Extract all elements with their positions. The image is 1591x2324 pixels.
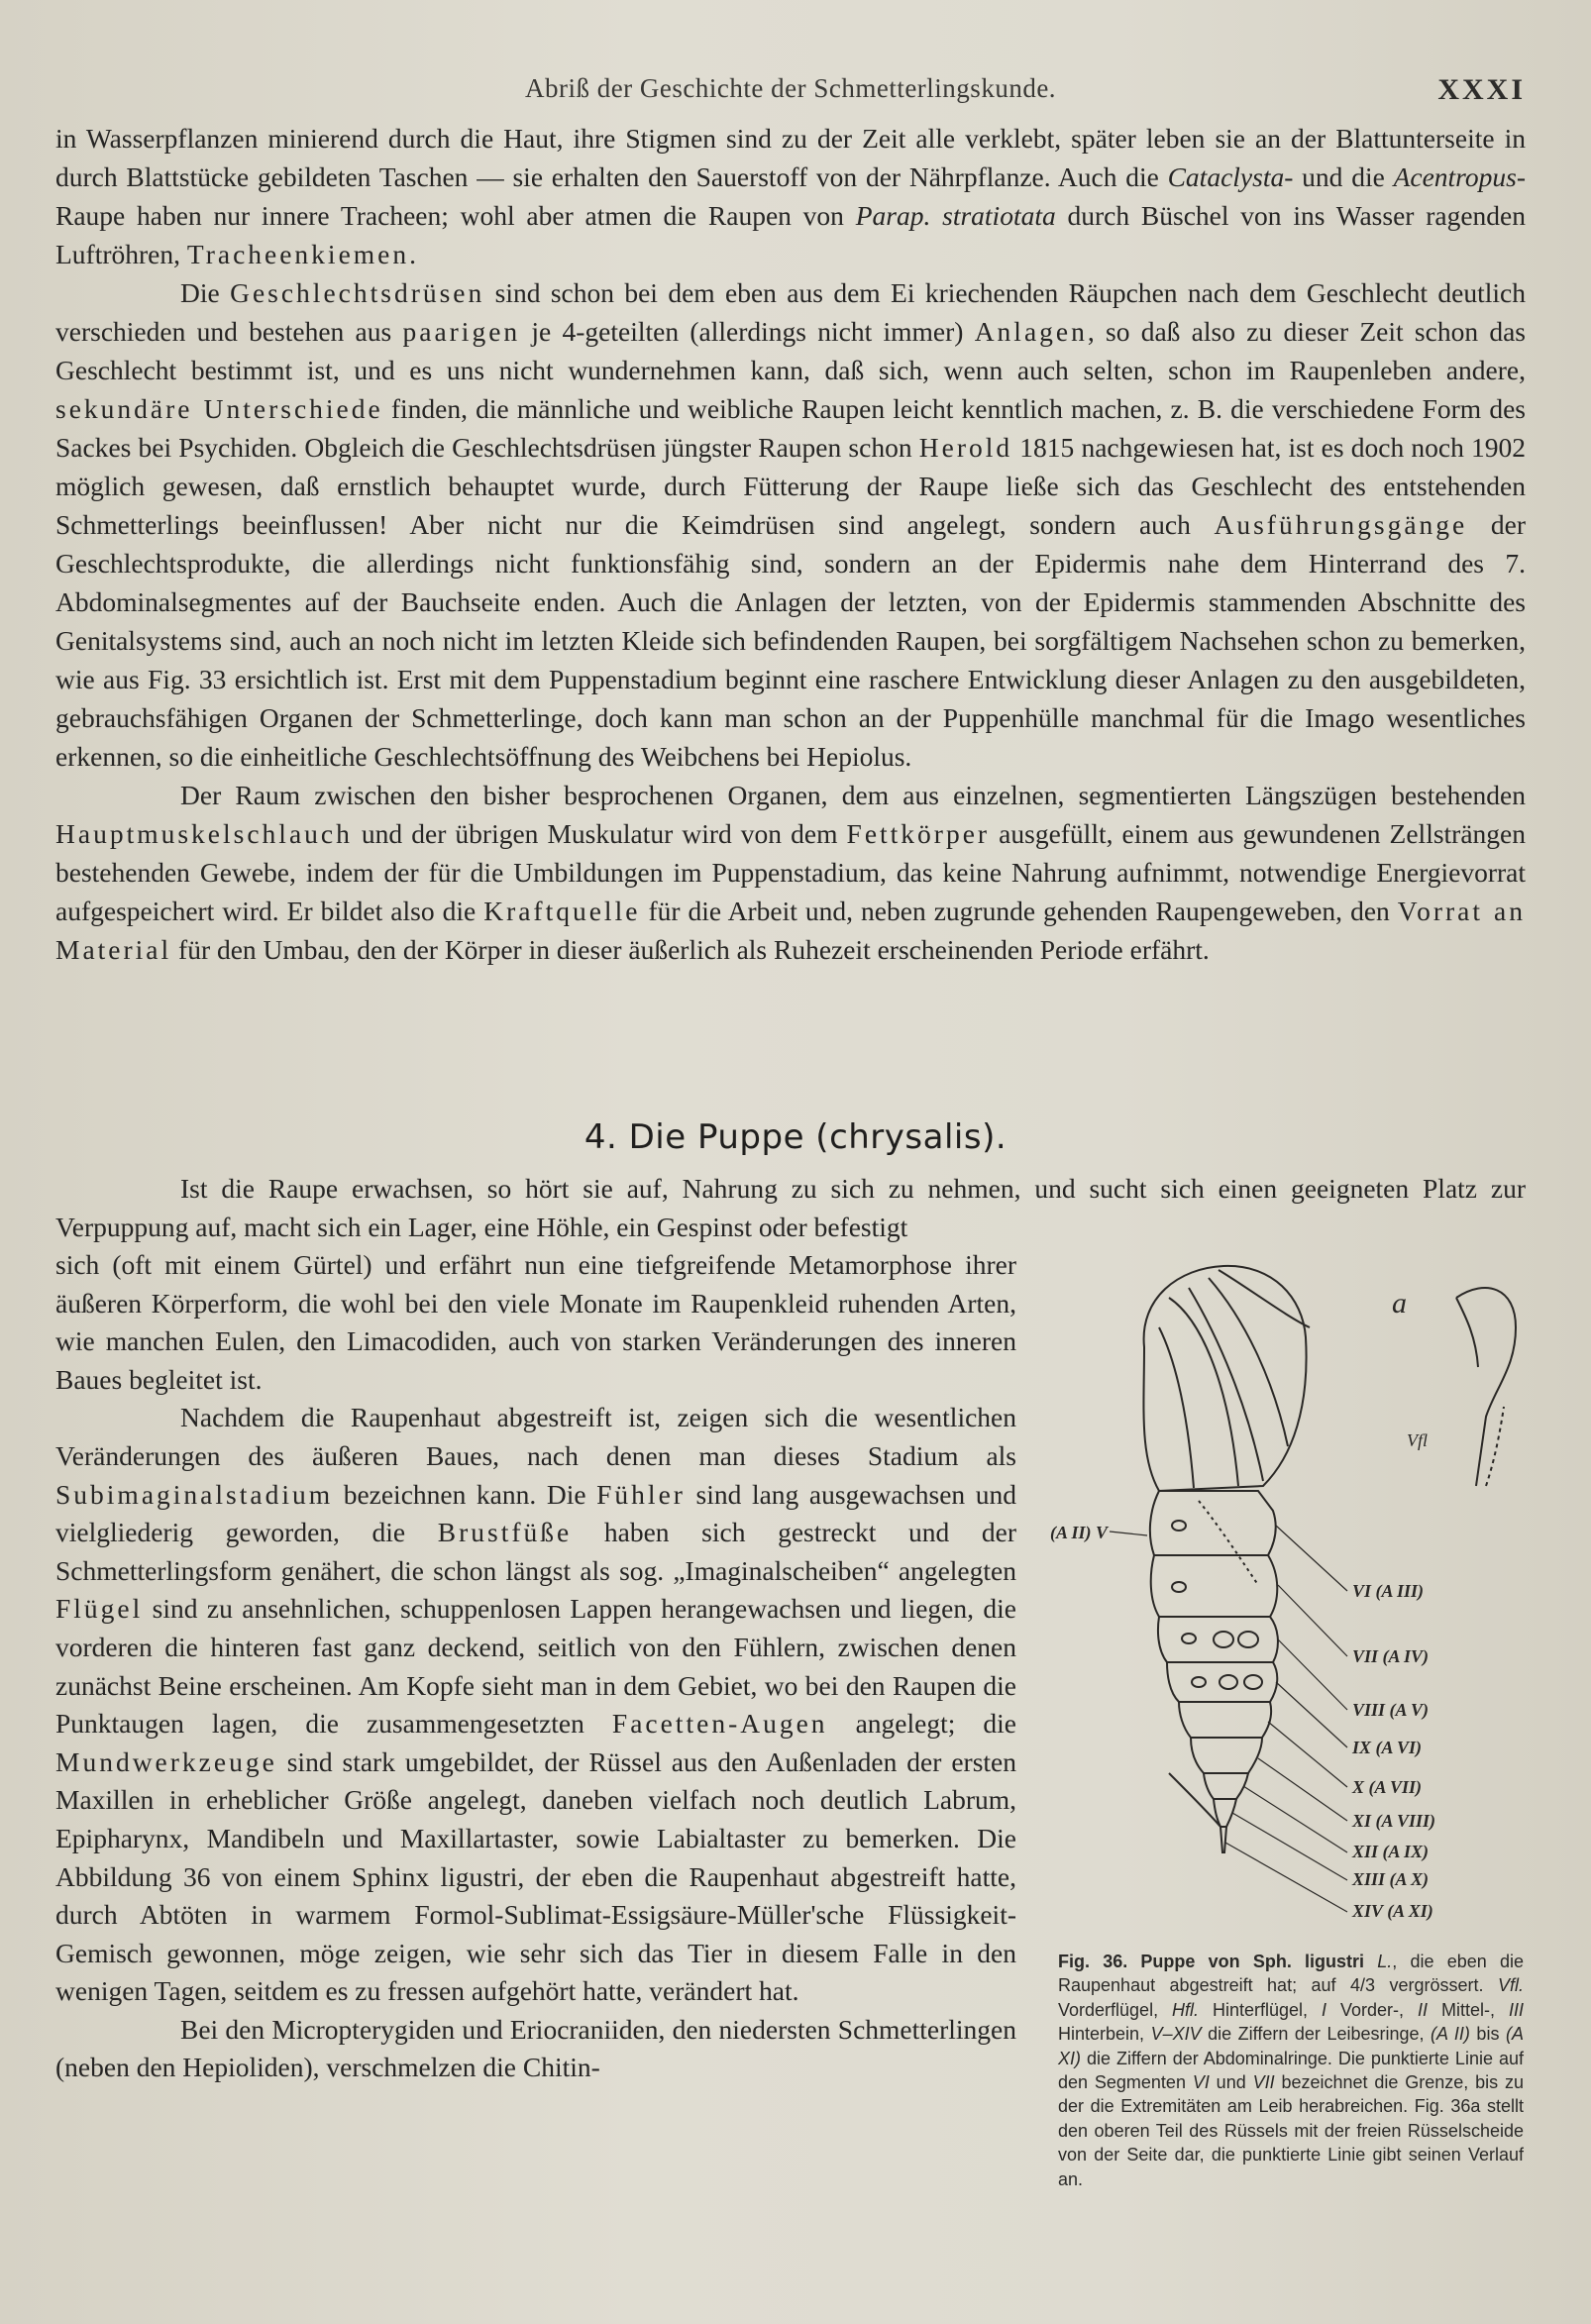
segment-ix xyxy=(1167,1662,1277,1702)
running-title: Abriß der Geschichte der Schmetterlingskunde. xyxy=(524,73,1057,103)
paragraph-tracheen: in Wasserpflanzen minierend durch die Haut, ihre Stigmen sind zu der Zeit alle verklebt, später leben sie an der Blattunterseite in durch Blattstücke gebildeten Taschen — sie erhalten den Sauerstoff von der Nährpflanze. Auch die Cataclysta- und die Acentropus-Raupe haben nur innere Tracheen; wohl aber atmen die Raupen von Parap. stratiotata durch Büschel von ins Wasser ragenden Luftröhren, Tracheenkiemen. xyxy=(55,123,1526,269)
segment-x xyxy=(1179,1702,1271,1738)
label-a: a xyxy=(1392,1287,1407,1320)
segment-vii xyxy=(1151,1555,1278,1617)
label-segment-xi: XI (A VIII) xyxy=(1352,1811,1436,1831)
paragraph-geschlechtsdruesen: Die Geschlechtsdrüsen sind schon bei dem eben aus dem Ei kriechenden Räupchen nach dem Geschlecht deutlich verschieden und bestehen aus paarigen je 4-geteilten (allerdings nicht immer) Anlagen, so daß also zu dieser Zeit schon das Geschlecht bestimmt ist, und es uns nicht wundernehmen kann, daß sich, wenn auch selten, schon im Raupenleben andere, sekundäre Unterschiede finden, die männliche und weibliche Raupen leicht kenntlich machen, z. B. die verschiedene Form des Sackes bei Psychiden. Obgleich die Geschlechtsdrüsen jüngster Raupen schon Herold 1815 nachgewiesen hat, ist es doch noch 1902 möglich gewesen, daß ernstlich behauptet wurde, durch Fütterung der Raupe ließe sich das Geschlecht des entstehenden Schmetterlings beeinflussen! Aber nicht nur die Keimdrüsen sind angelegt, sondern auch Ausführungsgänge der Geschlechtsprodukte, die allerdings nicht funktionsfähig sind, sondern an der Epidermis nahe dem Hinterrand des 7. Abdominalsegmentes auf der Bauchseite enden. Auch die Anlagen der letzten, von der Epidermis stammenden Abschnitte des Genitalsystems sind, auch an noch nicht im letzten Kleide sich befindenden Raupen, bei sorgfältigem Nachsehen schon zu bemerken, wie aus Fig. 33 ersichtlich ist. Erst mit dem Puppenstadium beginnt eine raschere Entwicklung dieser Anlagen zu den ausgebildeten, gebrauchsfähigen Organen der Schmetterlinge, doch kann man schon an der Puppenhülle manchmal für die Imago wesentliches erkennen, so die einheitliche Geschlechtsöffnung des Weibchens bei Hepiolus. xyxy=(55,277,1526,772)
section-intro xyxy=(55,1169,1526,1246)
label-segment-x: X (A VII) xyxy=(1352,1777,1423,1797)
paragraph-intro-line: Ist die Raupe erwachsen, so hört sie auf, Nahrung zu sich zu nehmen, und sucht sich einen geeigneten Platz zur Verpuppung auf, macht sich ein Lager, eine Höhle, ein Gespinst oder befestigt xyxy=(55,1173,1526,1242)
pupa-wing-sheath xyxy=(1159,1278,1288,1488)
figure-pupa xyxy=(1050,1258,1536,1952)
figure-caption: Fig. 36. Puppe von Sph. ligustri L., die eben die Raupenhaut abgestreift hat; auf 4/3 vergrössert. Vfl. Vorderflügel, Hfl. Hinterflügel, I Vorder-, II Mittel-, III Hinterbein, V–XIV die Ziffern der Leibesringe, (A II) bis (A XI) die Ziffern der Abdominalringe. Die punktierte Linie auf den Segmenten VI und VII bezeichnet die Grenze, bis zu der die Extremitäten am Leib herabreichen. Fig. 36a stellt den oberen Teil des Rüssels mit der freien Rüsselscheide von der Seite dar, die punktierte Linie gibt seinen Verlauf an. xyxy=(1058,1952,1524,2189)
segment-xi xyxy=(1191,1738,1262,1773)
left-column-text xyxy=(55,1246,1016,2087)
segment-viii xyxy=(1158,1617,1278,1662)
running-header xyxy=(55,73,1526,113)
paragraph-micropterygiden: Bei den Micropterygiden und Eriocraniiden, den niedersten Schmetterlingen (neben den Hepioliden), verschmelzen die Chitin- xyxy=(55,2013,1016,2083)
label-segment-viii: VIII (A V) xyxy=(1352,1700,1430,1720)
section-heading: 4. Die Puppe (chrysalis). xyxy=(583,1117,1008,1157)
label-segment-vii: VII (A IV) xyxy=(1352,1646,1430,1666)
pupa-drawing xyxy=(1050,1258,1536,1952)
upper-text-block xyxy=(55,119,1526,969)
label-segment-xiii: XIII (A X) xyxy=(1352,1869,1430,1889)
proboscis-detail xyxy=(1456,1288,1516,1486)
paragraph-subimaginal: Nachdem die Raupenhaut abgestreift ist, zeigen sich die wesentlichen Veränderungen des äußeren Baues, nach denen man dieses Stadium als Subimaginalstadium bezeichnen kann. Die Fühler sind lang ausgewachsen und vielgliederig geworden, die Brustfüße haben sich gestreckt und der Schmetterlingsform genähert, die schon längst als sog. „Imaginalscheiben“ angelegten Flügel sind zu ansehnlichen, schuppenlosen Lappen herangewachsen und liegen, die vorderen die hinteren fast ganz deckend, seitlich von den Fühlern, zwischen denen zunächst Beine erscheinen. Am Kopfe sieht man in dem Gebiet, wo bei den Raupen die Punktaugen lagen, die zusammengesetzten Facetten-Augen angelegt; die Mundwerkzeuge sind stark umgebildet, der Rüssel aus den Außenladen der ersten Maxillen in erheblicher Größe angelegt, daneben vielfach noch deutlich Labrum, Epipharynx, Mandibeln und Maxillartaster, sowie Labialtaster zu bemerken. Die Abbildung 36 von einem Sphinx ligustri, der eben die Raupenhaut abgestreift hatte, durch Abtöten in warmem Formol-Sublimat-Essigsäure-Müller'sche Flüssigkeit-Gemisch gewonnen, möge zeigen, wie sehr sich das Tier in diesem Falle in den wenigen Tagen, seitdem es zu fressen aufgehört hatte, verändert hat. xyxy=(55,1402,1016,2007)
segment-xii xyxy=(1204,1773,1248,1799)
paragraph-fettkoerper: Der Raum zwischen den bisher besprochenen Organen, dem aus einzelnen, segmentierten Längszügen bestehenden Hauptmuskelschlauch und der übrigen Muskulatur wird von dem Fettkörper ausgefüllt, einem aus gewundenen Zellsträngen bestehenden Gewebe, indem der für die Umbildungen im Puppenstadium, das keine Nahrung aufnimmt, notwendige Energievorrat aufgespeichert wird. Er bildet also die Kraftquelle für die Arbeit und, neben zugrunde gehenden Raupengeweben, den Vorrat an Material für den Umbau, den der Körper in dieser äußerlich als Ruhezeit erscheinenden Periode erfährt. xyxy=(55,780,1526,965)
paragraph-metamorphose: sich (oft mit einem Gürtel) und erfährt nun eine tiefgreifende Metamorphose ihrer äußeren Körperform, die wohl bei den viele Monate im Raupenkleid ruhenden Arten, wie manchen Eulen, den Limacodiden, auch von starken Veränderungen des inneren Baues begleitet ist. xyxy=(55,1249,1016,1395)
label-segment-xii: XII (A IX) xyxy=(1352,1842,1430,1861)
page-number: XXXI xyxy=(1437,73,1526,106)
label-segment-xiv: XIV (A XI) xyxy=(1352,1901,1433,1921)
cremaster xyxy=(1220,1827,1226,1852)
label-left: (A II) V xyxy=(1050,1523,1109,1542)
label-segment-ix: IX (A VI) xyxy=(1352,1738,1423,1757)
label-vfl: Vfl xyxy=(1407,1430,1428,1450)
label-segment-vi: VI (A III) xyxy=(1352,1581,1425,1601)
segment-vi xyxy=(1150,1491,1276,1555)
